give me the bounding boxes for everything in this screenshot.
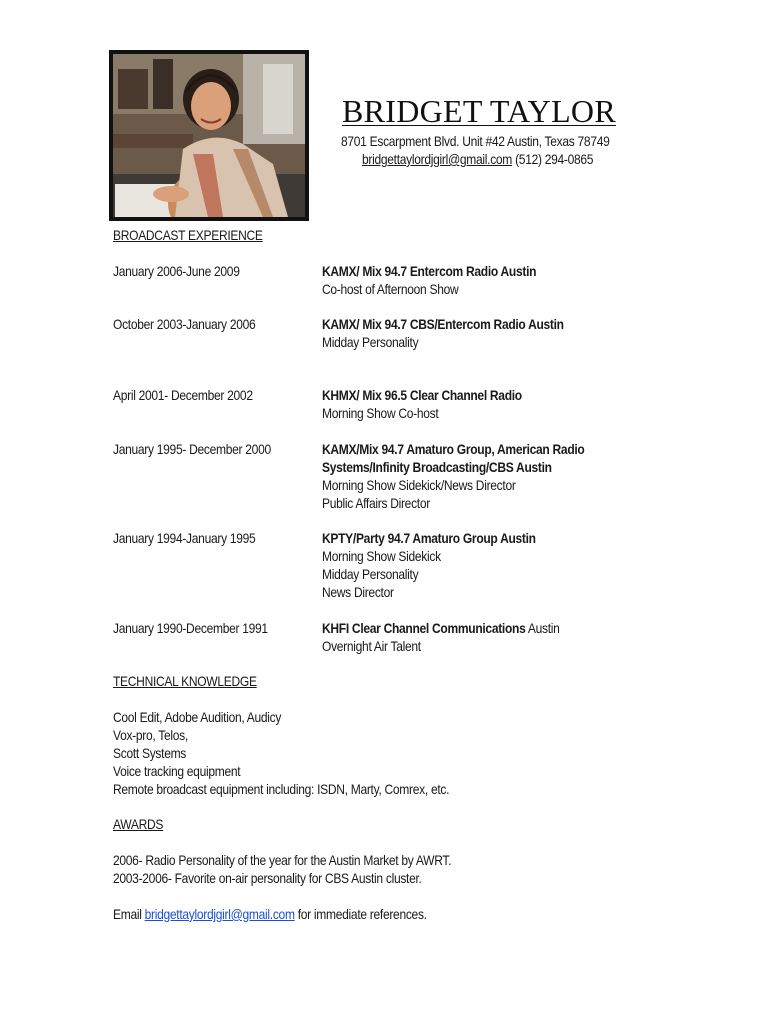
entry-role: Public Affairs Director	[322, 495, 430, 511]
entry-station: KAMX/Mix 94.7 Amaturo Group, American Radio	[322, 441, 585, 457]
profile-photo	[109, 50, 309, 221]
list-item: Cool Edit, Adobe Audition, Audicy	[113, 709, 282, 725]
entry-role: Overnight Air Talent	[322, 638, 421, 654]
entry-details	[322, 529, 597, 601]
entry-role: News Director	[322, 584, 394, 600]
entry-role: Morning Show Co-host	[322, 405, 439, 421]
entry-details	[322, 619, 597, 655]
entry-date: October 2003-January 2006	[113, 316, 256, 332]
list-item: 2006- Radio Personality of the year for the Austin Market by AWRT.	[113, 852, 452, 868]
phone: (512) 294-0865	[512, 151, 594, 167]
entry-station: KPTY/Party 94.7 Amaturo Group Austin	[322, 530, 536, 546]
contact-line	[362, 151, 620, 167]
entry-role: Morning Show Sidekick/News Director	[322, 477, 516, 493]
entry-role: Morning Show Sidekick	[322, 548, 441, 564]
section-broadcast-title: BROADCAST EXPERIENCE	[113, 227, 263, 243]
entry-station: KHMX/ Mix 96.5 Clear Channel Radio	[322, 387, 522, 403]
entry-role: Co-host of Afternoon Show	[322, 281, 459, 297]
portrait-image	[113, 54, 305, 217]
entry-station-line	[322, 619, 597, 637]
entry-role: Midday Personality	[322, 566, 419, 582]
list-item: Vox-pro, Telos,	[113, 727, 188, 743]
technical-list	[113, 708, 449, 798]
section-technical-title: TECHNICAL KNOWLEDGE	[113, 673, 257, 689]
entry-station: KAMX/ Mix 94.7 CBS/Entercom Radio Austin	[322, 316, 564, 332]
list-item: Remote broadcast equipment including: ISDN, Marty, Comrex, etc.	[113, 781, 450, 797]
awards-list	[113, 851, 451, 887]
address: 8701 Escarpment Blvd. Unit #42 Austin, Texas 78749	[341, 133, 610, 149]
candidate-name: BRIDGET TAYLOR	[342, 93, 616, 129]
header-email-link[interactable]: bridgettaylordjgirl@gmail.com	[362, 151, 513, 167]
references-prefix: Email	[113, 906, 145, 922]
entry-date: January 1994-January 1995	[113, 530, 256, 546]
entry-date: January 1995- December 2000	[113, 441, 271, 457]
entry-station: KAMX/ Mix 94.7 Entercom Radio Austin	[322, 263, 537, 279]
entry-station-suffix: Austin	[525, 620, 560, 636]
references-line	[113, 905, 427, 923]
entry-date: January 2006-June 2009	[113, 263, 240, 279]
references-suffix: for immediate references.	[294, 906, 427, 922]
list-item: 2003-2006- Favorite on-air personality for CBS Austin cluster.	[113, 870, 422, 886]
entry-details	[322, 315, 597, 351]
list-item: Voice tracking equipment	[113, 763, 241, 779]
entry-details	[322, 440, 597, 512]
entry-station-continued: Systems/Infinity Broadcasting/CBS Austin	[322, 459, 552, 475]
entry-date: January 1990-December 1991	[113, 620, 268, 636]
entry-date: April 2001- December 2002	[113, 387, 253, 403]
entry-role: Midday Personality	[322, 334, 419, 350]
entry-station: KHFI Clear Channel Communications	[322, 620, 526, 636]
references-email-link[interactable]: bridgettaylordjgirl@gmail.com	[144, 906, 295, 922]
list-item: Scott Systems	[113, 745, 187, 761]
section-awards-title: AWARDS	[113, 816, 164, 832]
entry-details	[322, 386, 597, 422]
entry-details	[322, 262, 597, 298]
